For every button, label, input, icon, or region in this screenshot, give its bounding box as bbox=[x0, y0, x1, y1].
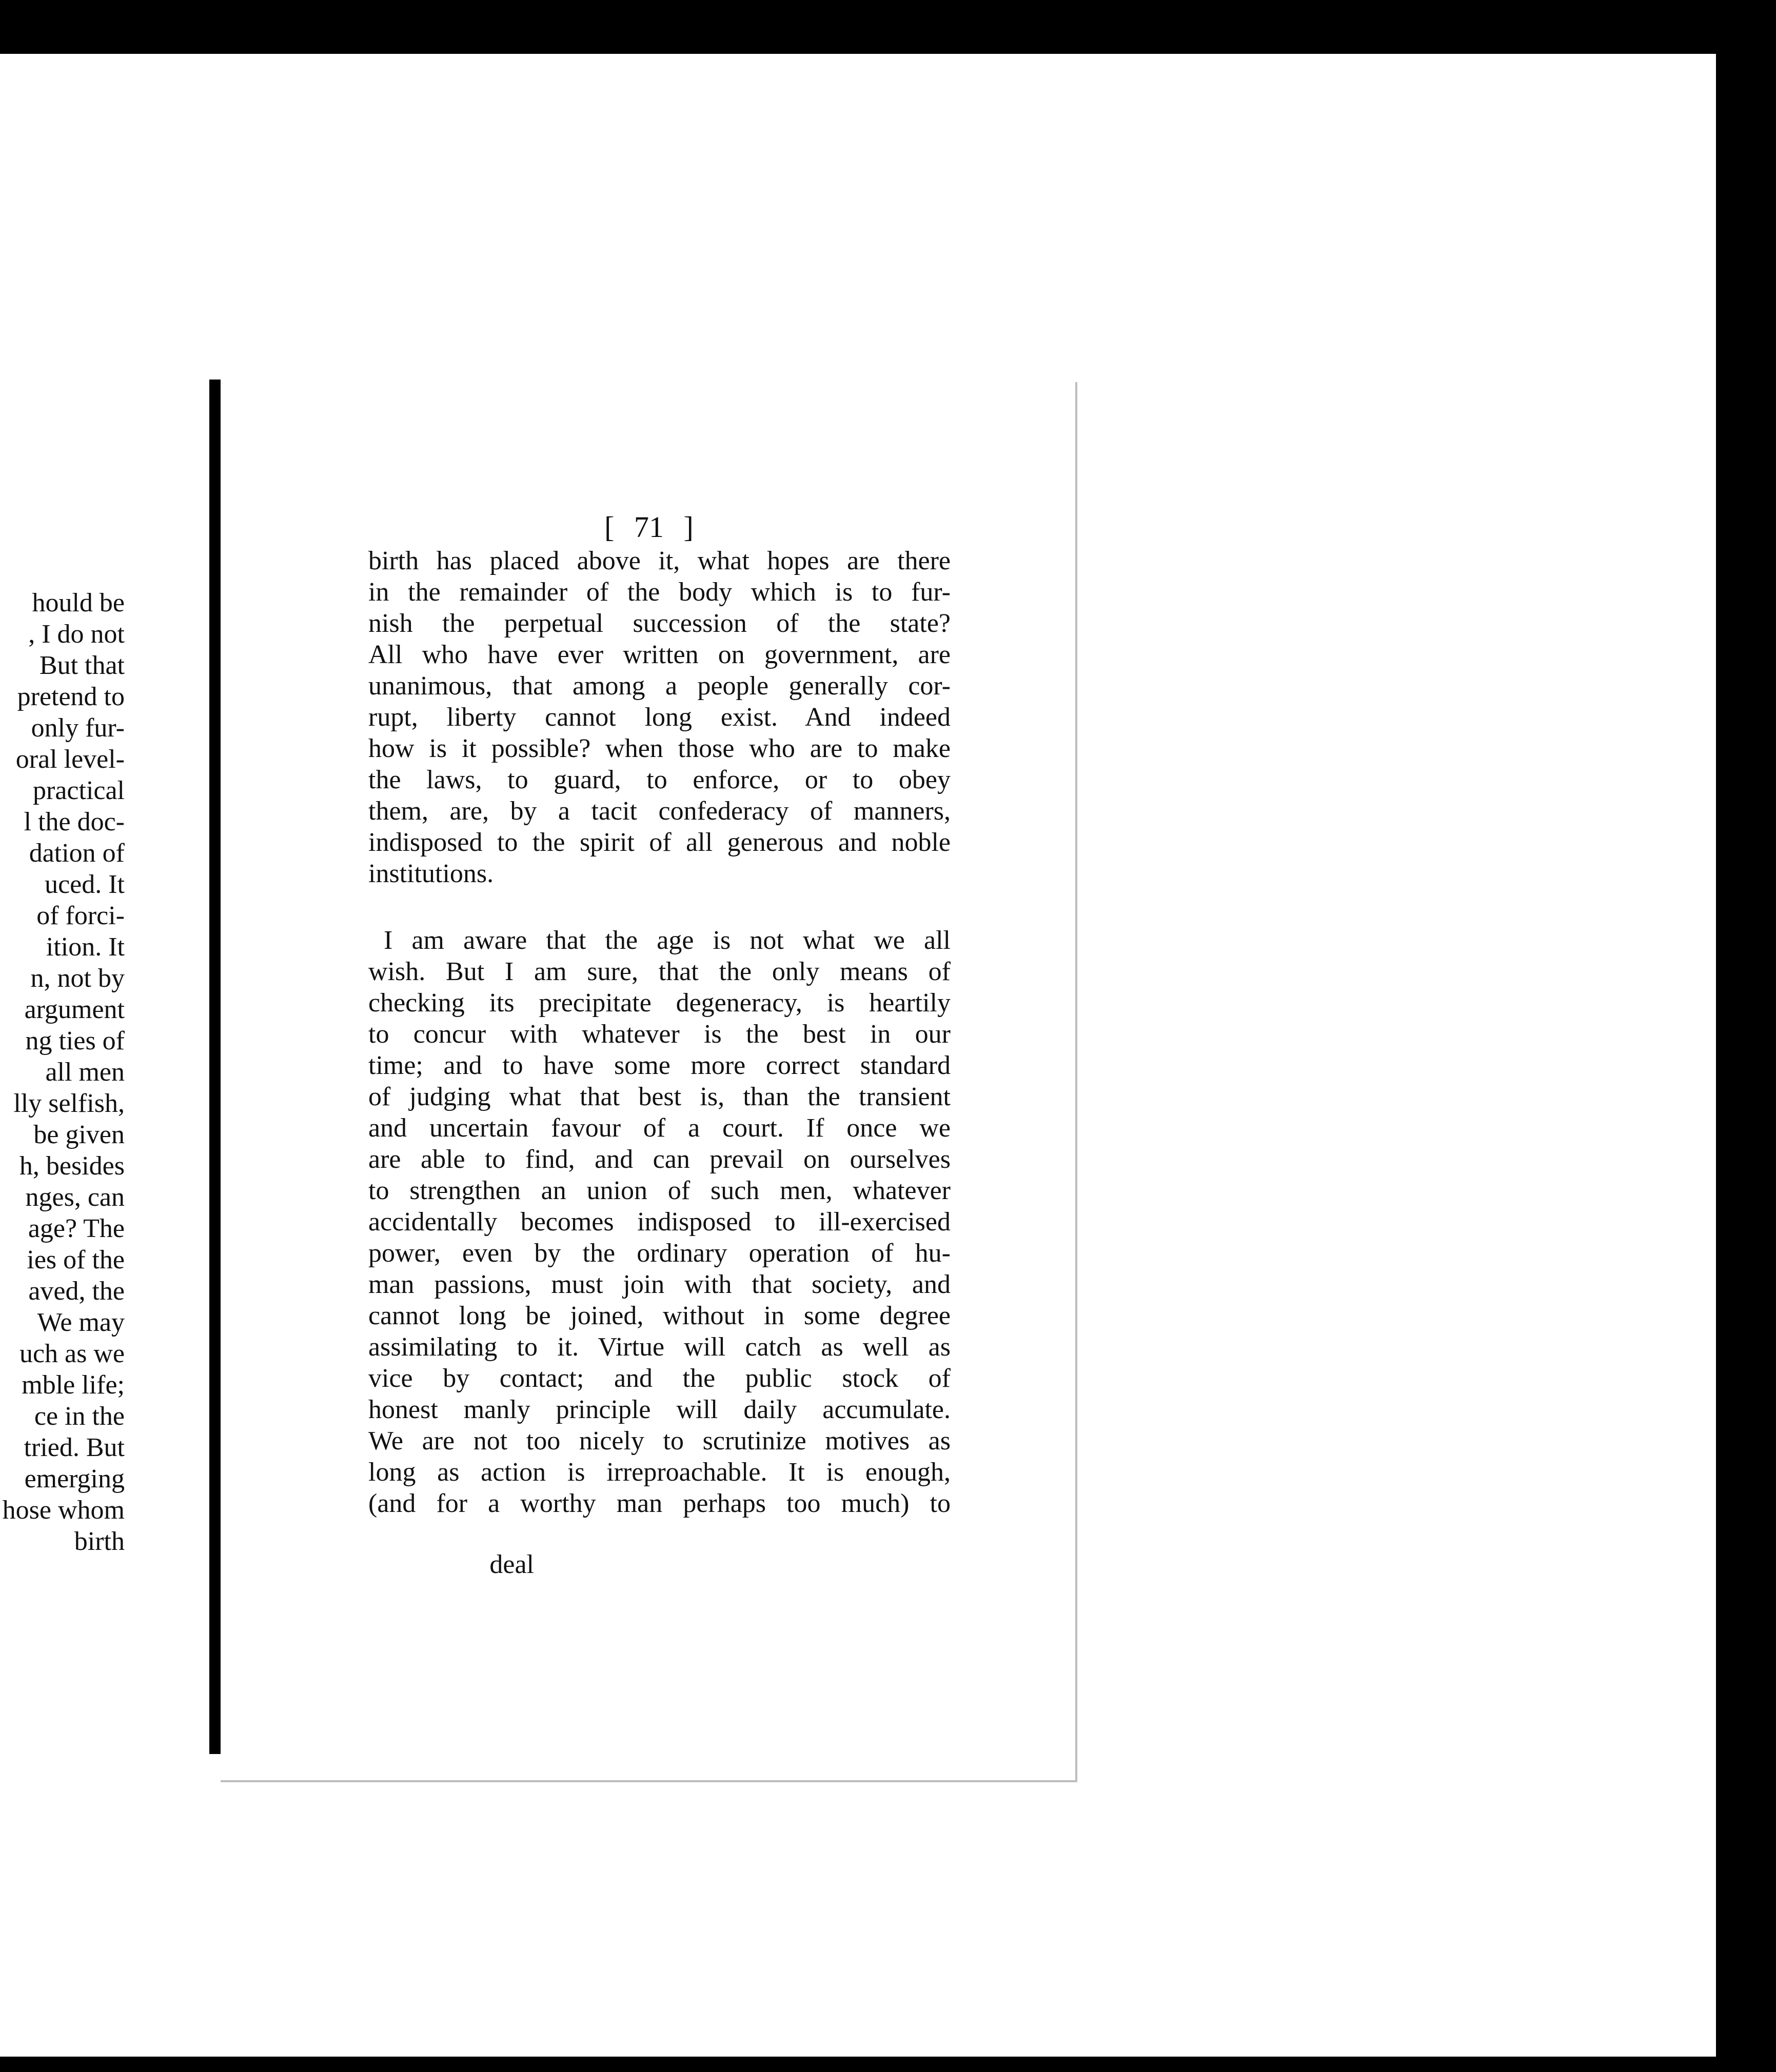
text-line: and uncertain favour of a court. If once we bbox=[368, 1113, 951, 1143]
left-page-line: , I do not bbox=[28, 620, 125, 649]
left-page-line: mble life; bbox=[22, 1370, 125, 1400]
text-line: wish. But I am sure, that the only means of bbox=[368, 957, 951, 986]
scan-dark-edge bbox=[1716, 0, 1776, 2072]
text-line: accidentally becomes indisposed to ill-exercised bbox=[368, 1207, 951, 1237]
left-page-line: argument bbox=[24, 995, 125, 1024]
text-line: time; and to have some more correct standard bbox=[368, 1051, 951, 1080]
catchword: deal bbox=[489, 1550, 534, 1579]
text-line: them, are, by a tacit confederacy of manners, bbox=[368, 796, 951, 826]
left-page-line: ies of the bbox=[27, 1245, 125, 1274]
left-page-line: But that bbox=[39, 651, 125, 680]
left-page-line: aved, the bbox=[28, 1277, 125, 1306]
text-line: to concur with whatever is the best in our bbox=[368, 1020, 951, 1049]
left-page-line: uch as we bbox=[19, 1339, 125, 1368]
left-page-line: ition. It bbox=[46, 932, 125, 962]
left-page-line: only fur- bbox=[31, 713, 125, 743]
text-line: of judging what that best is, than the transient bbox=[368, 1082, 951, 1111]
left-page-line: We may bbox=[37, 1308, 125, 1337]
left-page-line: age? The bbox=[28, 1214, 125, 1243]
left-page-line: hould be bbox=[32, 588, 125, 617]
text-line: long as action is irreproachable. It is enough, bbox=[368, 1458, 951, 1487]
text-line: in the remainder of the body which is to fur- bbox=[368, 577, 951, 607]
text-line: how is it possible? when those who are to make bbox=[368, 734, 951, 763]
left-page-line: ng ties of bbox=[25, 1026, 125, 1055]
text-line: man passions, must join with that society, and bbox=[368, 1270, 951, 1299]
text-line: rupt, liberty cannot long exist. And indeed bbox=[368, 703, 951, 732]
text-line: unanimous, that among a people generally cor- bbox=[368, 671, 951, 701]
left-page-line: ce in the bbox=[34, 1402, 125, 1431]
left-page-line: uced. It bbox=[45, 870, 125, 899]
text-line: the laws, to guard, to enforce, or to obey bbox=[368, 765, 951, 794]
left-page-line: tried. But bbox=[24, 1433, 125, 1462]
left-page-line: nges, can bbox=[25, 1183, 125, 1212]
text-line: institutions. bbox=[368, 859, 494, 888]
text-line: assimilating to it. Virtue will catch as well as bbox=[368, 1332, 951, 1362]
left-page-line: emerging bbox=[24, 1464, 125, 1493]
text-line: cannot long be joined, without in some degree bbox=[368, 1301, 951, 1330]
text-line: vice by contact; and the public stock of bbox=[368, 1364, 951, 1393]
left-page-line: lly selfish, bbox=[13, 1089, 125, 1118]
left-page-line: n, not by bbox=[30, 964, 125, 993]
left-page-line: h, besides bbox=[19, 1151, 125, 1181]
text-line: nish the perpetual succession of the state? bbox=[368, 609, 951, 638]
text-line: indisposed to the spirit of all generous and noble bbox=[368, 828, 951, 857]
left-page-line: practical bbox=[33, 776, 125, 805]
left-page-line: dation of bbox=[29, 839, 125, 868]
left-page-line: be given bbox=[33, 1120, 125, 1149]
left-page-line: of forci- bbox=[36, 901, 125, 930]
text-line: checking its precipitate degeneracy, is heartily bbox=[368, 988, 951, 1018]
text-line: birth has placed above it, what hopes are there bbox=[368, 546, 951, 575]
text-line: are able to find, and can prevail on ourselves bbox=[368, 1145, 951, 1174]
gutter-rule bbox=[209, 380, 221, 1754]
text-line: I am aware that the age is not what we all bbox=[384, 926, 951, 955]
text-line: All who have ever written on government, are bbox=[368, 640, 951, 669]
text-line: (and for a worthy man perhaps too much) to bbox=[368, 1489, 951, 1518]
left-page-line: l the doc- bbox=[24, 807, 125, 836]
text-line: to strengthen an union of such men, whatever bbox=[368, 1176, 951, 1205]
left-page-line: birth bbox=[74, 1527, 125, 1556]
left-page-line: pretend to bbox=[17, 682, 125, 711]
left-page-line: hose whom bbox=[2, 1496, 125, 1525]
right-page bbox=[221, 382, 1077, 1782]
left-page-fragment bbox=[0, 380, 213, 1754]
text-line: power, even by the ordinary operation of hu- bbox=[368, 1239, 951, 1268]
left-page-line: all men bbox=[45, 1058, 125, 1087]
left-page-line: oral level- bbox=[15, 745, 125, 774]
page-number: [ 71 ] bbox=[604, 510, 694, 544]
text-line: honest manly principle will daily accumulate. bbox=[368, 1395, 951, 1424]
text-line: We are not too nicely to scrutinize motives as bbox=[368, 1426, 951, 1456]
